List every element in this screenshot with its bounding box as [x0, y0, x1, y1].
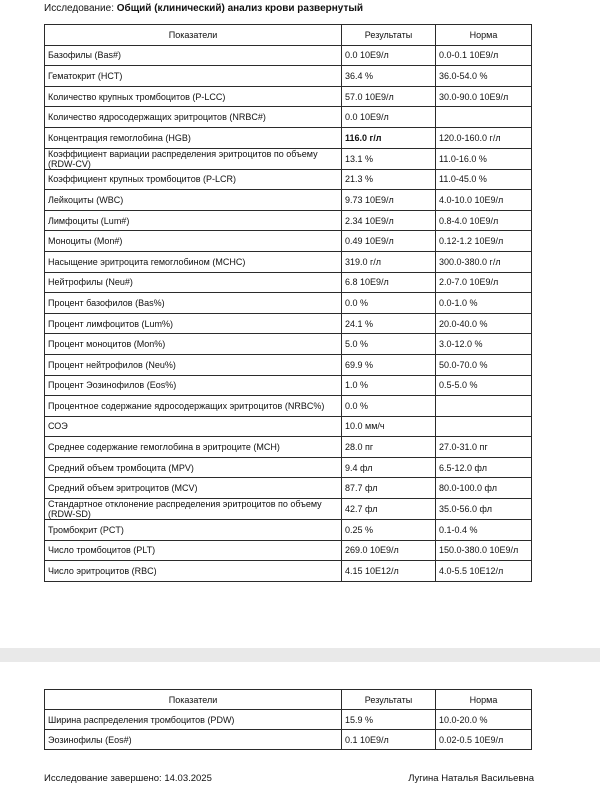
result-value: 319.0 г/л — [342, 251, 436, 272]
table-row — [45, 561, 532, 582]
table-row — [45, 272, 532, 293]
result-value: 69.9 % — [342, 354, 436, 375]
norm-range: 3.0-12.0 % — [436, 334, 532, 355]
norm-range: 300.0-380.0 г/л — [436, 251, 532, 272]
norm-range — [436, 107, 532, 128]
norm-range: 6.5-12.0 фл — [436, 457, 532, 478]
result-value: 24.1 % — [342, 313, 436, 334]
table-row — [45, 86, 532, 107]
norm-range: 0.1-0.4 % — [436, 520, 532, 541]
result-value: 0.0 % — [342, 396, 436, 417]
norm-range: 120.0-160.0 г/л — [436, 127, 532, 148]
table-row — [45, 334, 532, 355]
result-value: 0.0 10E9/л — [342, 107, 436, 128]
table-row — [45, 148, 532, 169]
results-table — [44, 24, 532, 582]
results-table-continued — [44, 689, 532, 750]
table-row — [45, 231, 532, 252]
indicator-name: Лимфоциты (Lum#) — [45, 210, 342, 231]
table-row — [45, 730, 532, 750]
norm-range: 150.0-380.0 10E9/л — [436, 540, 532, 561]
result-value: 10.0 мм/ч — [342, 416, 436, 437]
doctor-name: Лугина Наталья Васильевна — [408, 773, 534, 784]
indicator-name: Количество крупных тромбоцитов (P-LCC) — [45, 86, 342, 107]
result-value: 9.4 фл — [342, 457, 436, 478]
norm-range: 2.0-7.0 10E9/л — [436, 272, 532, 293]
table-row — [45, 127, 532, 148]
indicator-name: Процент Эозинофилов (Eos%) — [45, 375, 342, 396]
result-value: 0.25 % — [342, 520, 436, 541]
study-heading — [44, 3, 363, 15]
norm-range: 30.0-90.0 10E9/л — [436, 86, 532, 107]
header-result: Результаты — [342, 25, 436, 46]
table-row — [45, 66, 532, 87]
result-value: 2.34 10E9/л — [342, 210, 436, 231]
result-value: 0.1 10E9/л — [342, 730, 436, 750]
header-result: Результаты — [342, 690, 436, 710]
indicator-name: Стандартное отклонение распределения эритроцитов по объему (RDW-SD) — [45, 499, 342, 520]
results-table-continued-body — [45, 710, 532, 750]
result-value: 6.8 10E9/л — [342, 272, 436, 293]
norm-range: 0.0-0.1 10E9/л — [436, 45, 532, 66]
table-row — [45, 354, 532, 375]
result-value: 0.0 % — [342, 293, 436, 314]
table-row — [45, 416, 532, 437]
result-value: 13.1 % — [342, 148, 436, 169]
norm-range: 50.0-70.0 % — [436, 354, 532, 375]
result-value: 57.0 10E9/л — [342, 86, 436, 107]
norm-range — [436, 396, 532, 417]
norm-range: 10.0-20.0 % — [436, 710, 532, 730]
norm-range: 27.0-31.0 пг — [436, 437, 532, 458]
indicator-name: Тромбокрит (PCT) — [45, 520, 342, 541]
table-row — [45, 478, 532, 499]
result-value: 28.0 пг — [342, 437, 436, 458]
indicator-name: Средний объем эритроцитов (MCV) — [45, 478, 342, 499]
norm-range: 0.8-4.0 10E9/л — [436, 210, 532, 231]
indicator-name: СОЭ — [45, 416, 342, 437]
norm-range: 4.0-10.0 10E9/л — [436, 190, 532, 211]
results-table-body — [45, 45, 532, 581]
table-row — [45, 190, 532, 211]
result-value: 21.3 % — [342, 169, 436, 190]
table-row — [45, 45, 532, 66]
norm-range: 0.0-1.0 % — [436, 293, 532, 314]
norm-range: 80.0-100.0 фл — [436, 478, 532, 499]
norm-range: 0.12-1.2 10E9/л — [436, 231, 532, 252]
result-value: 0.0 10E9/л — [342, 45, 436, 66]
header-name: Показатели — [45, 690, 342, 710]
indicator-name: Коэффициент крупных тромбоцитов (P-LCR) — [45, 169, 342, 190]
table-row — [45, 710, 532, 730]
norm-range: 11.0-45.0 % — [436, 169, 532, 190]
report-page-2 — [0, 662, 600, 804]
result-value: 42.7 фл — [342, 499, 436, 520]
norm-range: 11.0-16.0 % — [436, 148, 532, 169]
indicator-name: Процент нейтрофилов (Neu%) — [45, 354, 342, 375]
table-row — [45, 457, 532, 478]
norm-range: 35.0-56.0 фл — [436, 499, 532, 520]
table-row — [45, 520, 532, 541]
table-row — [45, 251, 532, 272]
indicator-name: Гематокрит (HCT) — [45, 66, 342, 87]
result-value: 0.49 10E9/л — [342, 231, 436, 252]
indicator-name: Эозинофилы (Eos#) — [45, 730, 342, 750]
table-row — [45, 107, 532, 128]
indicator-name: Средний объем тромбоцита (MPV) — [45, 457, 342, 478]
result-value: 4.15 10E12/л — [342, 561, 436, 582]
table-row — [45, 396, 532, 417]
indicator-name: Концентрация гемоглобина (HGB) — [45, 127, 342, 148]
result-value: 1.0 % — [342, 375, 436, 396]
table-row — [45, 210, 532, 231]
result-value: 269.0 10E9/л — [342, 540, 436, 561]
indicator-name: Количество ядросодержащих эритроцитов (NRBC#) — [45, 107, 342, 128]
indicator-name: Лейкоциты (WBC) — [45, 190, 342, 211]
table-header-row — [45, 690, 532, 710]
norm-range: 4.0-5.5 10E12/л — [436, 561, 532, 582]
result-value: 87.7 фл — [342, 478, 436, 499]
result-value: 36.4 % — [342, 66, 436, 87]
header-name: Показатели — [45, 25, 342, 46]
table-row — [45, 499, 532, 520]
indicator-name: Моноциты (Mon#) — [45, 231, 342, 252]
header-norm: Норма — [436, 690, 532, 710]
table-row — [45, 293, 532, 314]
norm-range: 20.0-40.0 % — [436, 313, 532, 334]
indicator-name: Процент моноцитов (Mon%) — [45, 334, 342, 355]
indicator-name: Число тромбоцитов (PLT) — [45, 540, 342, 561]
indicator-name: Процент базофилов (Bas%) — [45, 293, 342, 314]
table-row — [45, 313, 532, 334]
indicator-name: Процентное содержание ядросодержащих эритроцитов (NRBC%) — [45, 396, 342, 417]
table-header-row — [45, 25, 532, 46]
table-row — [45, 375, 532, 396]
table-row — [45, 169, 532, 190]
result-value: 15.9 % — [342, 710, 436, 730]
result-value: 9.73 10E9/л — [342, 190, 436, 211]
norm-range — [436, 416, 532, 437]
header-norm: Норма — [436, 25, 532, 46]
result-value: 116.0 г/л — [342, 127, 436, 148]
table-row — [45, 540, 532, 561]
indicator-name: Коэффициент вариации распределения эритроцитов по объему (RDW-CV) — [45, 148, 342, 169]
indicator-name: Базофилы (Bas#) — [45, 45, 342, 66]
table-row — [45, 437, 532, 458]
norm-range: 0.02-0.5 10E9/л — [436, 730, 532, 750]
indicator-name: Нейтрофилы (Neu#) — [45, 272, 342, 293]
norm-range: 0.5-5.0 % — [436, 375, 532, 396]
indicator-name: Среднее содержание гемоглобина в эритроците (MCH) — [45, 437, 342, 458]
norm-range: 36.0-54.0 % — [436, 66, 532, 87]
indicator-name: Насыщение эритроцита гемоглобином (MCHC) — [45, 251, 342, 272]
indicator-name: Процент лимфоцитов (Lum%) — [45, 313, 342, 334]
completion-date: Исследование завершено: 14.03.2025 — [44, 773, 212, 784]
study-label: Исследование: — [44, 3, 114, 14]
indicator-name: Число эритроцитов (RBC) — [45, 561, 342, 582]
result-value: 5.0 % — [342, 334, 436, 355]
study-title: Общий (клинический) анализ крови развернутый — [116, 3, 364, 14]
indicator-name: Ширина распределения тромбоцитов (PDW) — [45, 710, 342, 730]
